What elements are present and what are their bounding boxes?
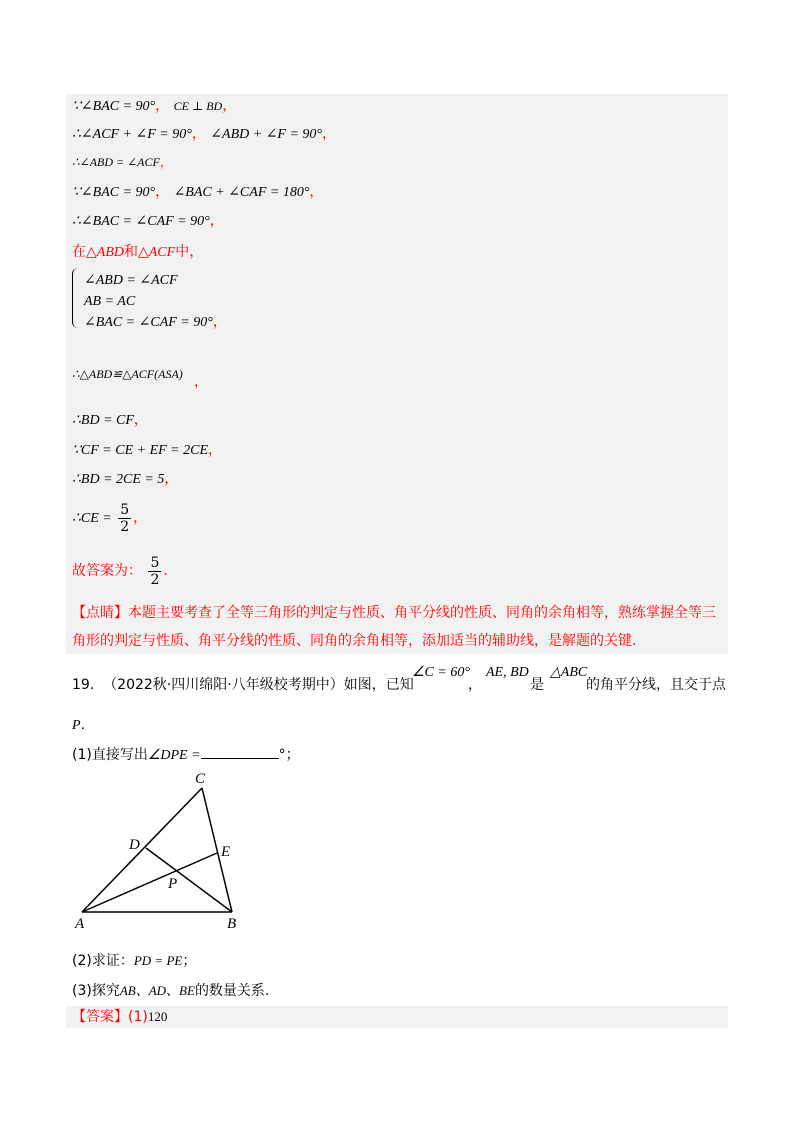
ce-value-line: ∴CE = $\frac{5}{2}$ ， — [72, 501, 148, 535]
system-line-1: ∠ABD = ∠ACF — [84, 273, 178, 288]
question-comma: ， — [468, 677, 482, 693]
answer-fraction: $\frac{5}{2}$ — [150, 554, 160, 588]
question-angle: ∠C = 60° — [412, 665, 470, 680]
part-1: (1)直接写出∠DPE = °； — [72, 744, 300, 764]
after-line-1: ∴BD = CF， — [72, 412, 148, 428]
label-b: B — [227, 916, 237, 932]
label-e: E — [221, 844, 231, 860]
answer-bar — [66, 1006, 728, 1028]
label-c: C — [195, 771, 206, 787]
answer-label: 【答案】(1) — [72, 1009, 148, 1025]
answer-blank[interactable] — [201, 744, 279, 759]
solution-line-2: ∴∠ACF + ∠F = 90°， ∠ABD + ∠F = 90°， — [72, 126, 337, 142]
congruence-line: ∴△ABD≌△ACF(ASA) — [72, 367, 183, 381]
side-ac — [82, 788, 202, 912]
after-line-2: ∵CF = CE + EF = 2CE， — [72, 442, 223, 458]
label-d: D — [129, 837, 140, 853]
part-3: (3)探究AB、AD、BE的数量关系. — [72, 983, 270, 999]
system-brace — [72, 268, 83, 328]
question-is: 是 — [530, 677, 544, 693]
key-point-comment: 【点睛】本题主要考查了全等三角形的判定与性质、角平分线的性质、同角的余角相等，熟练掌握全等三角形的判定与性质、角平分线的性质、同角的余角相等，添加适当的辅助线，是解题的关键. — [72, 605, 716, 649]
question-rest: 的角平分线，且交于点 — [586, 677, 726, 693]
after-line-3: ∴BD = 2CE = 5， — [72, 471, 179, 487]
solution-line-3: ∴∠ABD = ∠ACF， — [72, 155, 172, 169]
bisector-ae — [82, 853, 217, 912]
congruence-tail: ， — [194, 374, 208, 390]
solution-line-4: ∵∠BAC = 90°， ∠BAC + ∠CAF = 180°， — [72, 184, 324, 200]
question-lines: AE, BD — [486, 665, 529, 680]
solution-line-5: ∴∠BAC = ∠CAF = 90°， — [72, 213, 224, 229]
question-triangle: △ABC — [550, 665, 588, 680]
question-point: P． — [72, 718, 95, 733]
label-a: A — [75, 916, 85, 932]
triangle-figure — [70, 766, 260, 934]
system-line-3: ∠BAC = ∠CAF = 90°， — [84, 314, 227, 330]
answer-value: 120 — [147, 1009, 168, 1024]
answer-line: 故答案为： $\frac{5}{2}$ ． — [72, 554, 178, 588]
solution-line-1: ∵∠BAC = 90°， CE ⊥ BD， — [72, 98, 237, 114]
in-triangles-line: 在△ABD和△ACF中， — [72, 244, 204, 260]
label-p: P — [168, 876, 178, 892]
system-line-2: AB = AC — [84, 294, 136, 309]
part-2: (2)求证：PD = PE； — [72, 953, 197, 969]
ce-fraction: $\frac{5}{2}$ — [120, 501, 130, 535]
question-19-line-1: 19. （2022秋·四川绵阳·八年级校考期中）如图，已知 — [72, 677, 414, 693]
